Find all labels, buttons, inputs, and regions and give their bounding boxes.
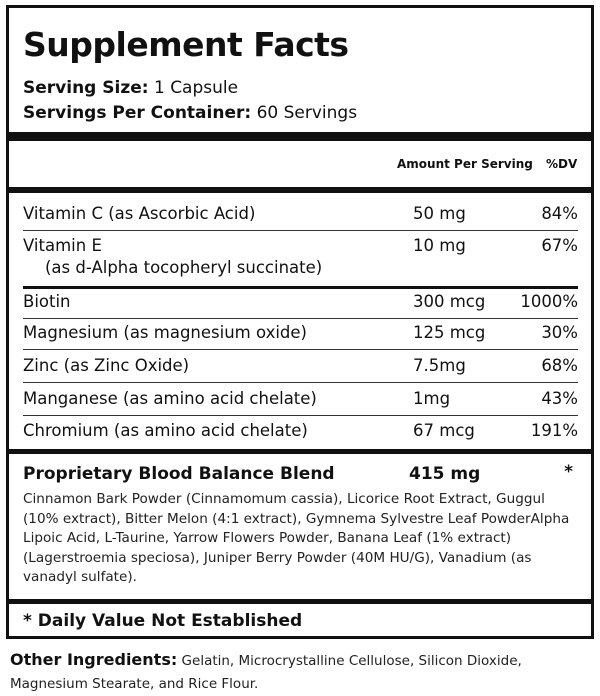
nutrient-subtext: (as d-Alpha tocopheryl succinate) [45,258,323,277]
nutrient-dv: 43% [541,389,578,408]
serving-size-value: 1 Capsule [153,78,239,98]
servings-per-container-value: 60 Servings [256,103,358,123]
supplement-facts-panel [6,5,594,639]
nutrient-name: Zinc (as Zinc Oxide) [23,356,190,375]
thick-rule-top [9,132,591,141]
row-divider [23,318,578,319]
nutrient-dv: 68% [541,356,578,375]
amount-per-serving-header: Amount Per Serving [397,157,533,171]
row-divider [23,230,578,231]
dv-header: %DV [546,157,578,171]
nutrient-dv: 30% [541,323,578,342]
nutrient-amount: 67 mcg [413,421,475,440]
blend-ingredients: Cinnamon Bark Powder (Cinnamomum cassia), Licorice Root Extract, Guggul (10% extract), Bitter Melon (4:1 extract), Gymnema Sylvestre Leaf PowderAlpha Lipoic Acid, L-Taurine, Yarrow Flowers Powder, Banana Leaf (1% extract) (Lagerstroemia speciosa), Juniper Berry Powder (40M HU/G), Vanadium (as vanadyl sulfate). [23,491,570,585]
blend-amount: 415 mg [409,464,481,484]
other-ingredients-text: Gelatin, Microcrystalline Cellulose, Silicon Dioxide, Magnesium Stearate, and Rice Flour. [10,653,522,692]
blend-name: Proprietary Blood Balance Blend [23,464,335,484]
nutrient-amount: 50 mg [413,204,466,223]
nutrient-dv: 84% [541,204,578,223]
servings-per-container-label: Servings Per Container: [23,103,252,123]
nutrient-name: Vitamin E [23,236,102,255]
medium-rule [9,449,591,454]
nutrient-amount: 125 mcg [413,323,486,342]
nutrient-name: Magnesium (as magnesium oxide) [23,323,307,342]
nutrient-name: Biotin [23,292,71,311]
row-divider [23,349,578,350]
serving-size-label: Serving Size: [23,78,149,98]
row-divider [23,382,578,383]
nutrient-name: Manganese (as amino acid chelate) [23,389,317,408]
nutrient-name: Vitamin C (as Ascorbic Acid) [23,204,256,223]
nutrient-name: Chromium (as amino acid chelate) [23,421,308,440]
nutrient-amount: 10 mg [413,236,466,255]
thick-rule-bottom [9,599,591,604]
row-divider [23,415,578,416]
nutrient-amount: 7.5mg [413,356,466,375]
blend-dv: * [564,462,573,482]
other-ingredients [10,648,595,696]
servings-per-container [23,105,357,122]
nutrient-amount: 1mg [413,389,451,408]
nutrient-dv: 191% [530,421,578,440]
other-ingredients-label: Other Ingredients: [10,650,178,669]
nutrient-dv: 1000% [520,292,578,311]
nutrient-dv: 67% [541,236,578,255]
medium-rule [9,187,591,193]
row-divider-thick [23,286,578,289]
nutrient-amount: 300 mcg [413,292,486,311]
serving-size [23,80,238,97]
panel-title: Supplement Facts [23,25,349,64]
daily-value-footnote: * Daily Value Not Established [23,611,303,631]
